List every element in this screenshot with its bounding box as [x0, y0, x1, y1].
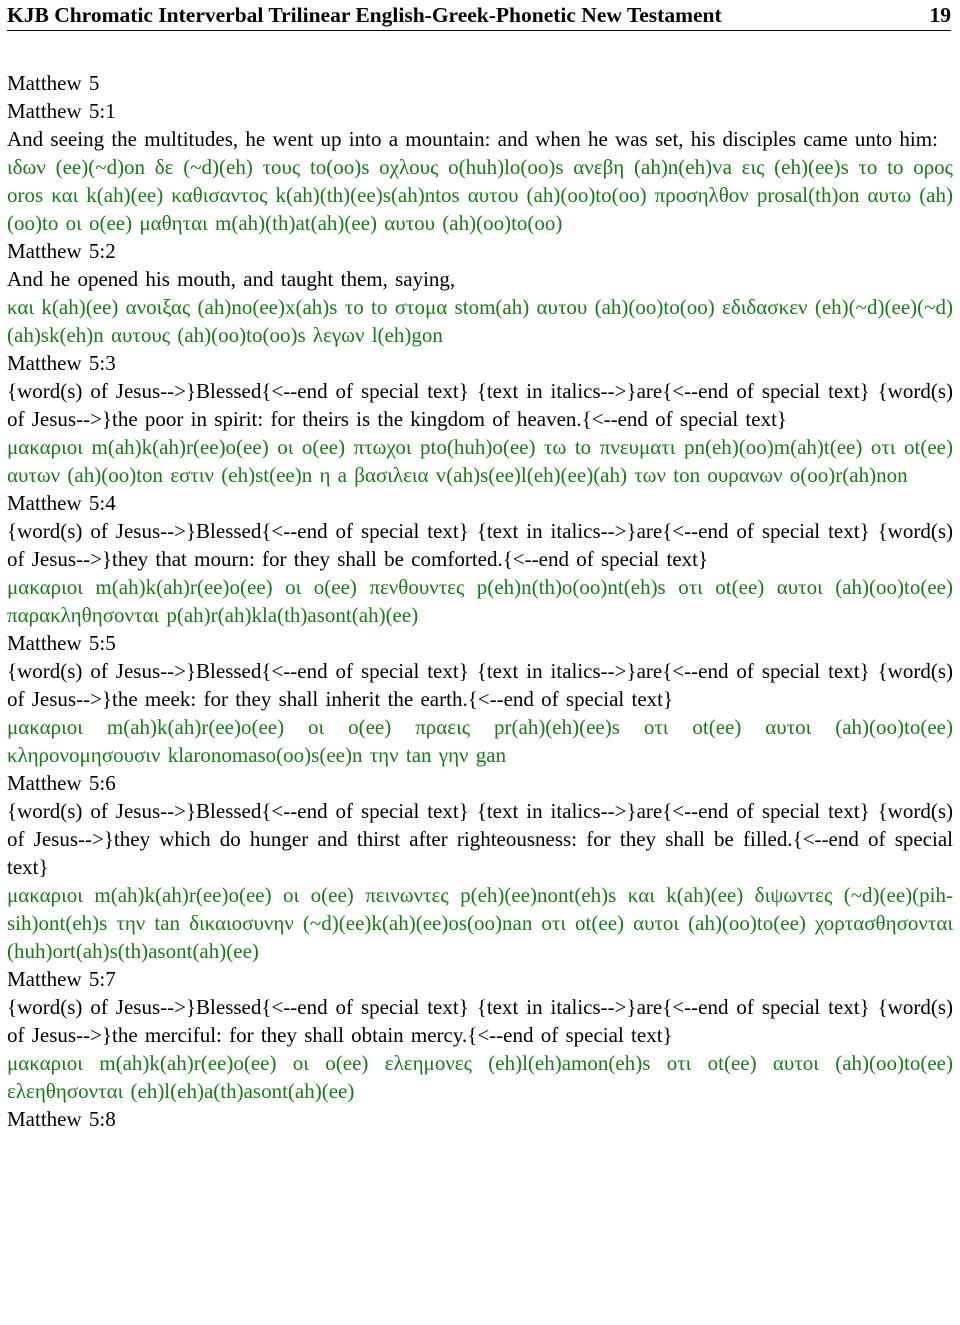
english-text: And seeing the multitudes, he went up into a mountain: and when he was set, his disciples came unto him: — [7, 127, 938, 151]
verse-block — [7, 237, 953, 349]
verse-reference: Matthew 5:8 — [7, 1107, 116, 1131]
verse-block — [7, 489, 953, 629]
greek-phonetic-line: μακαριοι m(ah)k(ah)r(ee)o(ee) οι o(ee) πτωχοι pto(huh)o(ee) τω to πνευματι pn(eh)(oo)m(ah)t(ee) οτι ot(ee) αυτων (ah)(oo)ton εστιν (eh)st(ee)n η a βασιλεια v(ah)s(ee)l(eh)(ee)(ah) των ton ουρανων o(oo)r(ah)non — [7, 435, 953, 487]
page-number: 19 — [929, 3, 951, 27]
english-text: {word(s) of Jesus-->}Blessed{<--end of special text} {text in italics-->}are{<--end of special text} {word(s) of Jesus-->}the merciful: for they shall obtain mercy.{<--end of special text} — [7, 995, 953, 1047]
scripture-text — [7, 69, 953, 1133]
verse-reference: Matthew 5:7 — [7, 967, 116, 991]
verse-reference: Matthew 5:3 — [7, 351, 116, 375]
english-text: {word(s) of Jesus-->}Blessed{<--end of special text} {text in italics-->}are{<--end of special text} {word(s) of Jesus-->}they which do hunger and thirst after righteousness: for they shall be filled.{<--end of special text} — [7, 799, 953, 879]
verse-block — [7, 349, 953, 489]
verse-block — [7, 769, 953, 965]
english-text: {word(s) of Jesus-->}Blessed{<--end of special text} {text in italics-->}are{<--end of special text} {word(s) of Jesus-->}the poor in spirit: for theirs is the kingdom of heaven.{<--end of special text} — [7, 379, 953, 431]
greek-phonetic-line: μακαριοι m(ah)k(ah)r(ee)o(ee) οι o(ee) ελεημονες (eh)l(eh)amon(eh)s οτι ot(ee) αυτοι (ah)(oo)to(ee) ελεηθησονται (eh)l(eh)a(th)asont(ah)(ee) — [7, 1051, 954, 1103]
verse-block — [7, 629, 953, 769]
english-text: And he opened his mouth, and taught them, saying, — [7, 267, 456, 291]
english-text: {word(s) of Jesus-->}Blessed{<--end of special text} {text in italics-->}are{<--end of special text} {word(s) of Jesus-->}they that mourn: for they shall be comforted.{<--end of special text} — [7, 519, 953, 571]
greek-phonetic-line: μακαριοι m(ah)k(ah)r(ee)o(ee) οι o(ee) πεινωντες p(eh)(ee)nont(eh)s και k(ah)(ee) διψωντες (~d)(ee)(pih-sih)ont(eh)s την tan δικαιοσυνην (~d)(ee)k(ah)(ee)os(oo)nan οτι ot(ee) αυτοι (ah)(oo)to(ee) χορτασθησονται (huh)ort(ah)s(th)asont(ah)(ee) — [7, 883, 953, 963]
verse-block — [7, 97, 953, 237]
greek-phonetic-line: μακαριοι m(ah)k(ah)r(ee)o(ee) οι o(ee) πενθουντες p(eh)n(th)o(oo)nt(eh)s οτι ot(ee) αυτοι (ah)(oo)to(ee) παρακληθησονται p(ah)r(ah)kla(th)asont(ah)(ee) — [7, 575, 953, 627]
chapter-heading: Matthew 5 — [7, 71, 100, 95]
verse-reference: Matthew 5:5 — [7, 631, 116, 655]
running-header — [7, 0, 951, 31]
greek-phonetic-line: μακαριοι m(ah)k(ah)r(ee)o(ee) οι o(ee) πραεις pr(ah)(eh)(ee)s οτι ot(ee) αυτοι (ah)(oo)to(ee) κληρονομησουσιν klaronomaso(oo)s(ee)n την tan γην gan — [7, 715, 953, 767]
verse-reference: Matthew 5:1 — [7, 99, 116, 123]
verse-reference: Matthew 5:4 — [7, 491, 116, 515]
greek-phonetic-line: και k(ah)(ee) ανοιξας (ah)no(ee)x(ah)s το to στομα stom(ah) αυτου (ah)(oo)to(oo) εδιδασκεν (eh)(~d)(ee)(~d)(ah)sk(eh)n αυτους (ah)(oo)to(oo)s λεγων l(eh)gon — [7, 295, 953, 347]
greek-phonetic-line: ιδων (ee)(~d)on δε (~d)(eh) τους to(oo)s οχλους o(huh)lo(oo)s ανεβη (ah)n(eh)va εις (eh)(ee)s το to ορος oros και k(ah)(ee) καθισαντος k(ah)(th)(ee)s(ah)ntos αυτου (ah)(oo)to(oo) προσηλθον prosal(th)on αυτω (ah)(oo)to οι o(ee) μαθηται m(ah)(th)at(ah)(ee) αυτου (ah)(oo)to(oo) — [7, 155, 953, 235]
english-text: {word(s) of Jesus-->}Blessed{<--end of special text} {text in italics-->}are{<--end of special text} {word(s) of Jesus-->}the meek: for they shall inherit the earth.{<--end of special text} — [7, 659, 953, 711]
verse-block — [7, 965, 953, 1105]
header-title: KJB Chromatic Interverbal Trilinear English-Greek-Phonetic New Testament — [7, 3, 722, 27]
verse-reference: Matthew 5:2 — [7, 239, 116, 263]
verse-reference: Matthew 5:6 — [7, 771, 116, 795]
